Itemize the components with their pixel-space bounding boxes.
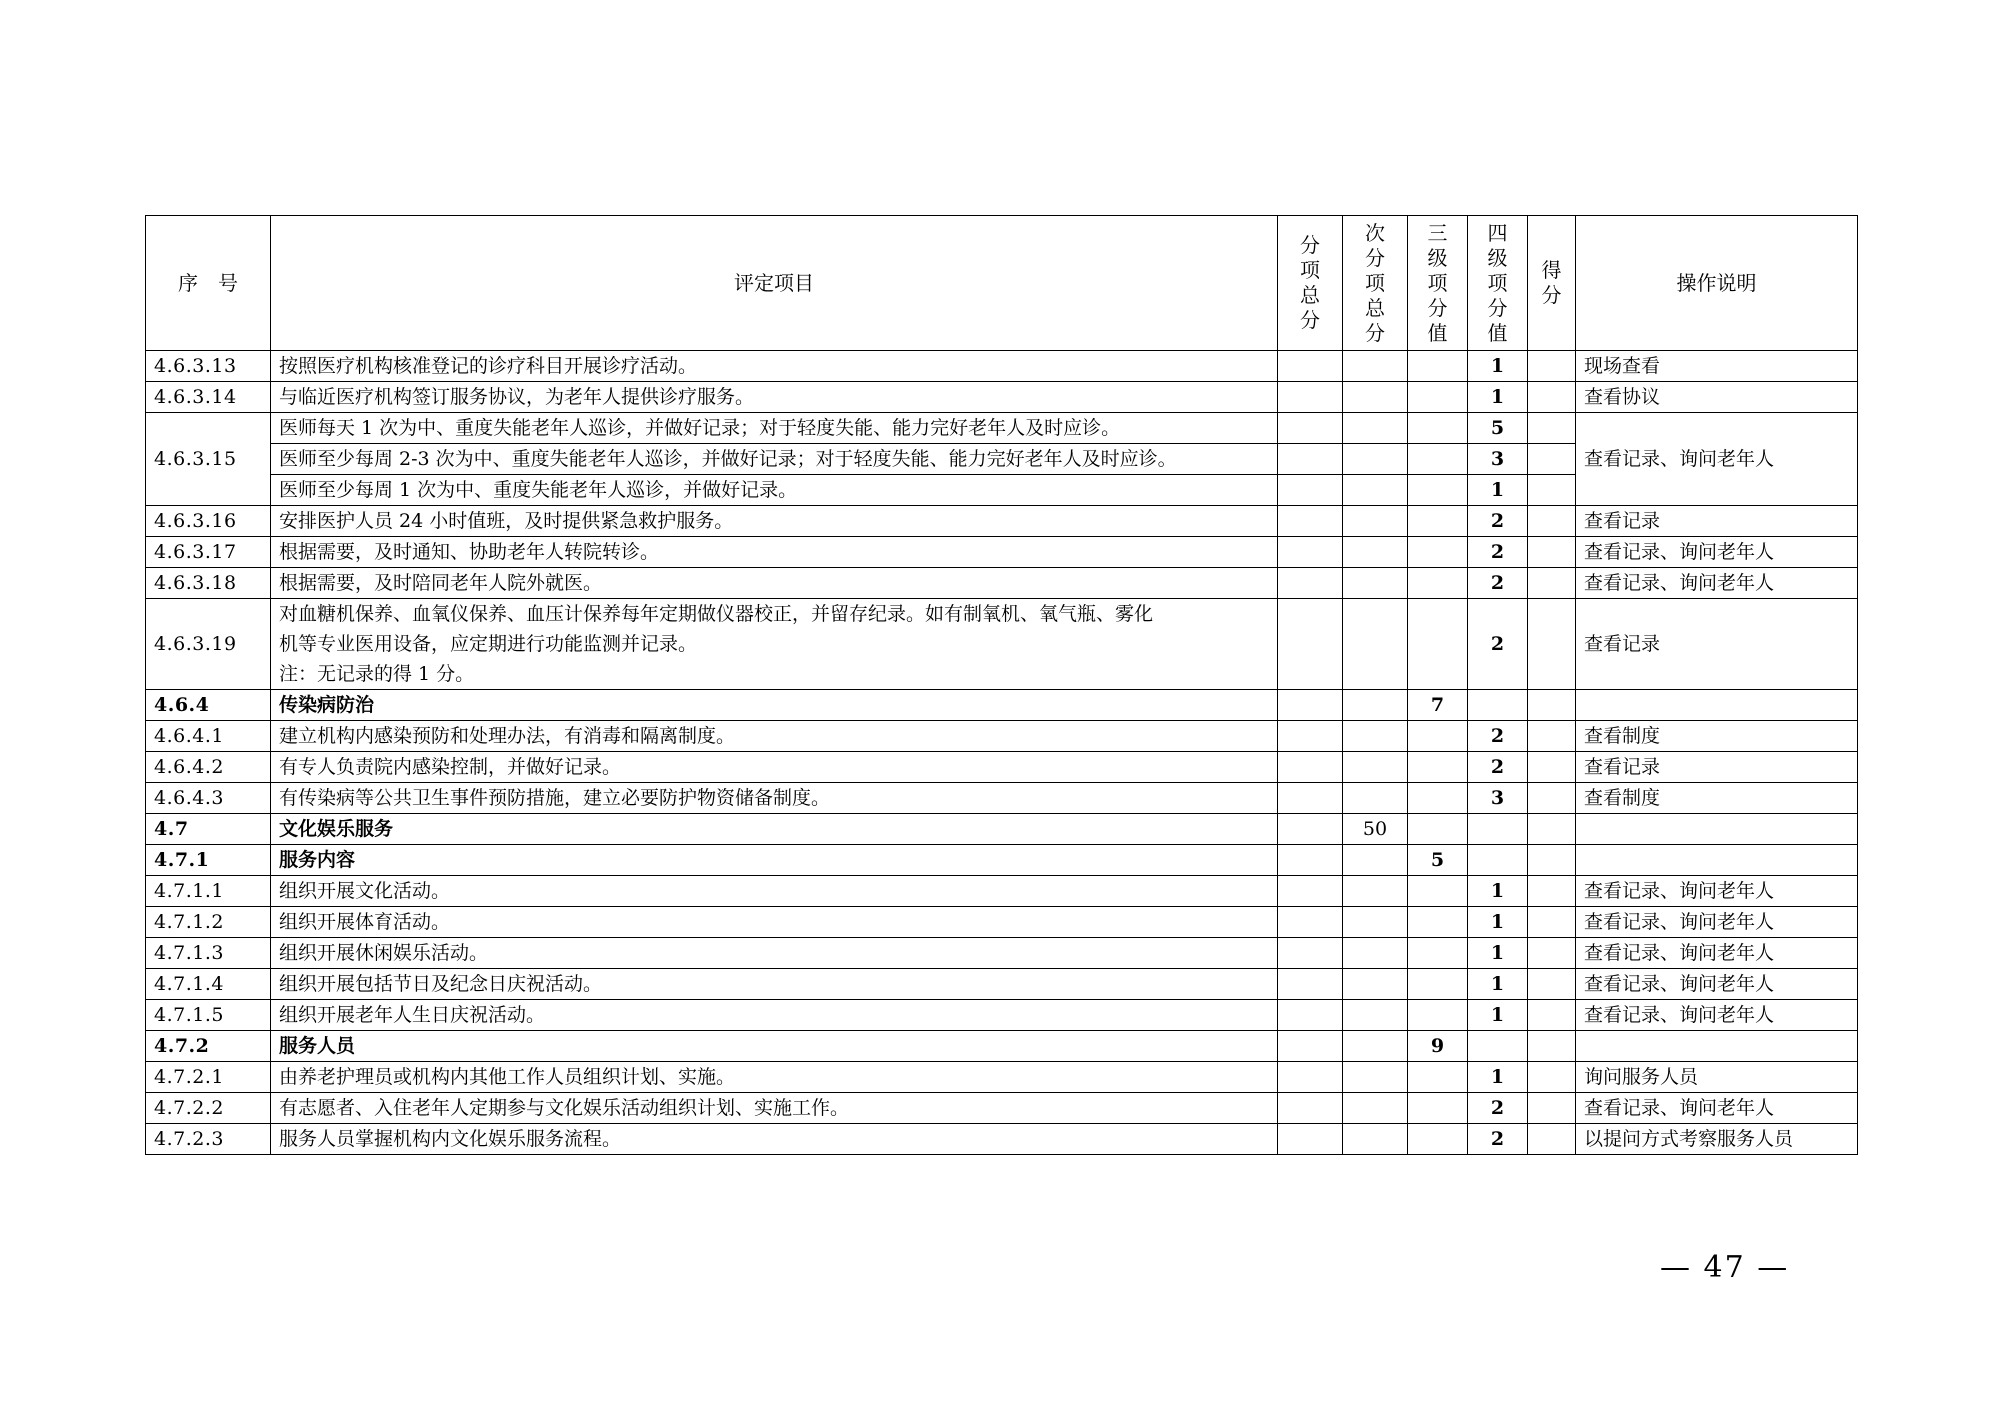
table-row: [146, 382, 1858, 413]
row-subtotal: [1278, 721, 1343, 752]
row-score: [1528, 568, 1576, 599]
row-item: 建立机构内感染预防和处理办法，有消毒和隔离制度。: [271, 721, 1278, 752]
row-item: 组织开展文化活动。: [271, 876, 1278, 907]
row-score: [1528, 537, 1576, 568]
row-sub-subtotal: [1343, 1124, 1408, 1155]
row-sub-subtotal: [1343, 599, 1408, 690]
row-subtotal: [1278, 568, 1343, 599]
row-level4-score: 2: [1468, 599, 1528, 690]
row-score: [1528, 907, 1576, 938]
row-sub-subtotal: [1343, 938, 1408, 969]
row-item-line: 注：无记录的得 1 分。: [279, 663, 475, 685]
row-subtotal: [1278, 783, 1343, 814]
row-level4-score: 1: [1468, 1062, 1528, 1093]
row-item: 服务人员: [271, 1031, 1278, 1062]
row-level4-score: 2: [1468, 506, 1528, 537]
row-sub-subtotal: [1343, 969, 1408, 1000]
row-operation: 查看记录、询问老年人: [1576, 876, 1858, 907]
header-level4-score: 四级项分值: [1468, 216, 1528, 351]
row-item: 服务人员掌握机构内文化娱乐服务流程。: [271, 1124, 1278, 1155]
table-row: [146, 1124, 1858, 1155]
row-subtotal: [1278, 1124, 1343, 1155]
row-subtotal: [1278, 382, 1343, 413]
row-sub-subtotal: [1343, 413, 1408, 444]
row-score: [1528, 969, 1576, 1000]
row-score: [1528, 351, 1576, 382]
row-sub-subtotal: [1343, 537, 1408, 568]
row-level4-score: 2: [1468, 721, 1528, 752]
row-subtotal: [1278, 752, 1343, 783]
row-subtotal: [1278, 845, 1343, 876]
row-id: 4.7.1.2: [146, 907, 271, 938]
row-level4-score: [1468, 1031, 1528, 1062]
row-sub-subtotal: [1343, 845, 1408, 876]
row-score: [1528, 690, 1576, 721]
table-row: [146, 351, 1858, 382]
row-operation: 查看记录、询问老年人: [1576, 568, 1858, 599]
row-item: 有专人负责院内感染控制，并做好记录。: [271, 752, 1278, 783]
row-level3-score: [1408, 938, 1468, 969]
row-sub-subtotal: [1343, 351, 1408, 382]
row-level4-score: 2: [1468, 1124, 1528, 1155]
row-subtotal: [1278, 1000, 1343, 1031]
table-row: [146, 568, 1858, 599]
table-row: [146, 1062, 1858, 1093]
row-id: 4.7.2.3: [146, 1124, 271, 1155]
row-operation: 以提问方式考察服务人员: [1576, 1124, 1858, 1155]
row-sub-subtotal: [1343, 690, 1408, 721]
row-sub-subtotal: [1343, 444, 1408, 475]
row-subtotal: [1278, 506, 1343, 537]
row-id: 4.6.3.15: [146, 413, 271, 506]
row-score: [1528, 752, 1576, 783]
row-item: 组织开展老年人生日庆祝活动。: [271, 1000, 1278, 1031]
table-row: [146, 907, 1858, 938]
row-operation: 查看记录、询问老年人: [1576, 907, 1858, 938]
table-row: [146, 690, 1858, 721]
row-item: 按照医疗机构核准登记的诊疗科目开展诊疗活动。: [271, 351, 1278, 382]
row-score: [1528, 599, 1576, 690]
row-score: [1528, 938, 1576, 969]
row-operation: [1576, 1031, 1858, 1062]
row-level4-score: 1: [1468, 907, 1528, 938]
header-sub-subtotal: 次分项总分: [1343, 216, 1408, 351]
table-row: [146, 969, 1858, 1000]
row-item: 服务内容: [271, 845, 1278, 876]
row-level4-score: 1: [1468, 351, 1528, 382]
row-operation: 查看记录、询问老年人: [1576, 1000, 1858, 1031]
row-subtotal: [1278, 413, 1343, 444]
row-sub-subtotal: [1343, 1093, 1408, 1124]
row-id: 4.6.3.13: [146, 351, 271, 382]
row-score: [1528, 814, 1576, 845]
row-id: 4.7.1.5: [146, 1000, 271, 1031]
row-level3-score: [1408, 413, 1468, 444]
row-level3-score: [1408, 537, 1468, 568]
table-body: [146, 351, 1858, 1155]
row-id: 4.7.1.1: [146, 876, 271, 907]
row-score: [1528, 382, 1576, 413]
row-level3-score: [1408, 907, 1468, 938]
row-score: [1528, 721, 1576, 752]
row-level4-score: 2: [1468, 568, 1528, 599]
row-operation: 查看记录、询问老年人: [1576, 1093, 1858, 1124]
row-item: 根据需要，及时陪同老年人院外就医。: [271, 568, 1278, 599]
row-sub-subtotal: [1343, 1000, 1408, 1031]
row-score: [1528, 876, 1576, 907]
row-score: [1528, 475, 1576, 506]
row-level3-score: [1408, 876, 1468, 907]
row-level3-score: [1408, 1093, 1468, 1124]
row-level4-score: 1: [1468, 475, 1528, 506]
row-score: [1528, 506, 1576, 537]
row-level3-score: [1408, 969, 1468, 1000]
row-level3-score: [1408, 506, 1468, 537]
row-subtotal: [1278, 537, 1343, 568]
row-level3-score: [1408, 1062, 1468, 1093]
row-id: 4.6.3.16: [146, 506, 271, 537]
row-level3-score: [1408, 568, 1468, 599]
row-id: 4.6.3.19: [146, 599, 271, 690]
row-level3-score: 7: [1408, 690, 1468, 721]
row-subtotal: [1278, 690, 1343, 721]
row-level3-score: [1408, 752, 1468, 783]
row-item: 医师每天 1 次为中、重度失能老年人巡诊，并做好记录；对于轻度失能、能力完好老年人及时应诊。: [271, 413, 1278, 444]
row-sub-subtotal: [1343, 752, 1408, 783]
table-row: [146, 876, 1858, 907]
row-item: 与临近医疗机构签订服务协议，为老年人提供诊疗服务。: [271, 382, 1278, 413]
row-score: [1528, 1093, 1576, 1124]
row-item: 由养老护理员或机构内其他工作人员组织计划、实施。: [271, 1062, 1278, 1093]
row-id: 4.6.4.1: [146, 721, 271, 752]
row-operation: [1576, 814, 1858, 845]
row-operation: 查看记录: [1576, 752, 1858, 783]
row-level3-score: [1408, 721, 1468, 752]
row-sub-subtotal: [1343, 1031, 1408, 1062]
row-operation: 查看记录、询问老年人: [1576, 413, 1858, 506]
row-level3-score: [1408, 1124, 1468, 1155]
row-subtotal: [1278, 475, 1343, 506]
row-subtotal: [1278, 907, 1343, 938]
row-level4-score: [1468, 814, 1528, 845]
row-operation: 查看记录: [1576, 506, 1858, 537]
header-level3-score: 三级项分值: [1408, 216, 1468, 351]
row-level3-score: [1408, 783, 1468, 814]
row-operation: 查看记录: [1576, 599, 1858, 690]
row-level3-score: [1408, 1000, 1468, 1031]
row-score: [1528, 1031, 1576, 1062]
row-id: 4.7.1: [146, 845, 271, 876]
page-number: — 47 —: [1660, 1250, 1790, 1285]
row-operation: [1576, 690, 1858, 721]
row-sub-subtotal: 50: [1343, 814, 1408, 845]
row-subtotal: [1278, 814, 1343, 845]
row-item: 有传染病等公共卫生事件预防措施，建立必要防护物资储备制度。: [271, 783, 1278, 814]
table-row: [146, 1000, 1858, 1031]
table-row: [146, 413, 1858, 444]
row-item: 安排医护人员 24 小时值班，及时提供紧急救护服务。: [271, 506, 1278, 537]
row-level3-score: [1408, 351, 1468, 382]
row-level3-score: [1408, 444, 1468, 475]
row-level4-score: 3: [1468, 783, 1528, 814]
row-score: [1528, 1124, 1576, 1155]
row-operation: [1576, 845, 1858, 876]
row-level3-score: [1408, 814, 1468, 845]
row-id: 4.7.2.2: [146, 1093, 271, 1124]
row-operation: 查看制度: [1576, 783, 1858, 814]
row-level4-score: [1468, 690, 1528, 721]
row-id: 4.7.2: [146, 1031, 271, 1062]
row-sub-subtotal: [1343, 876, 1408, 907]
row-item: 传染病防治: [271, 690, 1278, 721]
row-operation: 查看记录、询问老年人: [1576, 938, 1858, 969]
row-id: 4.6.3.17: [146, 537, 271, 568]
row-score: [1528, 444, 1576, 475]
row-subtotal: [1278, 1093, 1343, 1124]
header-operation: 操作说明: [1576, 216, 1858, 351]
row-level4-score: 1: [1468, 1000, 1528, 1031]
row-subtotal: [1278, 599, 1343, 690]
table-row: [146, 845, 1858, 876]
table-row: [146, 814, 1858, 845]
row-operation: 查看记录、询问老年人: [1576, 537, 1858, 568]
row-score: [1528, 1062, 1576, 1093]
row-subtotal: [1278, 351, 1343, 382]
row-sub-subtotal: [1343, 506, 1408, 537]
table-row: [146, 752, 1858, 783]
row-id: 4.6.4: [146, 690, 271, 721]
table-row: [146, 506, 1858, 537]
row-level4-score: 2: [1468, 752, 1528, 783]
row-operation: 查看协议: [1576, 382, 1858, 413]
row-sub-subtotal: [1343, 475, 1408, 506]
table-row: [146, 721, 1858, 752]
row-level4-score: [1468, 845, 1528, 876]
row-item: 组织开展包括节日及纪念日庆祝活动。: [271, 969, 1278, 1000]
table-header: [146, 216, 1858, 351]
row-level3-score: [1408, 382, 1468, 413]
row-id: 4.6.4.2: [146, 752, 271, 783]
row-id: 4.6.4.3: [146, 783, 271, 814]
row-level4-score: 1: [1468, 969, 1528, 1000]
table-row: [146, 1093, 1858, 1124]
row-item: 组织开展休闲娱乐活动。: [271, 938, 1278, 969]
row-sub-subtotal: [1343, 382, 1408, 413]
row-item: 文化娱乐服务: [271, 814, 1278, 845]
header-score: 得分: [1528, 216, 1576, 351]
row-id: 4.7: [146, 814, 271, 845]
row-id: 4.6.3.18: [146, 568, 271, 599]
evaluation-table: [145, 215, 1858, 1155]
table-row: [146, 599, 1858, 690]
header-seq: 序 号: [146, 216, 271, 351]
row-level4-score: 1: [1468, 382, 1528, 413]
row-level3-score: [1408, 475, 1468, 506]
row-item: 医师至少每周 1 次为中、重度失能老年人巡诊，并做好记录。: [271, 475, 1278, 506]
row-subtotal: [1278, 969, 1343, 1000]
row-level3-score: 9: [1408, 1031, 1468, 1062]
row-score: [1528, 783, 1576, 814]
row-operation: 现场查看: [1576, 351, 1858, 382]
row-score: [1528, 845, 1576, 876]
row-sub-subtotal: [1343, 1062, 1408, 1093]
row-subtotal: [1278, 876, 1343, 907]
row-level3-score: 5: [1408, 845, 1468, 876]
header-subtotal: 分项总分: [1278, 216, 1343, 351]
row-item: 有志愿者、入住老年人定期参与文化娱乐活动组织计划、实施工作。: [271, 1093, 1278, 1124]
table-row: [146, 783, 1858, 814]
row-operation: 查看制度: [1576, 721, 1858, 752]
row-operation: 查看记录、询问老年人: [1576, 969, 1858, 1000]
row-subtotal: [1278, 1062, 1343, 1093]
row-sub-subtotal: [1343, 783, 1408, 814]
row-id: 4.7.1.4: [146, 969, 271, 1000]
row-item: 根据需要，及时通知、协助老年人转院转诊。: [271, 537, 1278, 568]
row-level4-score: 3: [1468, 444, 1528, 475]
row-item: [271, 599, 1278, 690]
header-item: 评定项目: [271, 216, 1278, 351]
row-level4-score: 5: [1468, 413, 1528, 444]
row-item: 组织开展体育活动。: [271, 907, 1278, 938]
row-level3-score: [1408, 599, 1468, 690]
row-operation: 询问服务人员: [1576, 1062, 1858, 1093]
row-item-line: 对血糖机保养、血氧仪保养、血压计保养每年定期做仪器校正，并留存纪录。如有制氧机、氧气瓶、雾化: [279, 603, 1154, 625]
table-row: [146, 1031, 1858, 1062]
row-subtotal: [1278, 1031, 1343, 1062]
row-sub-subtotal: [1343, 721, 1408, 752]
row-id: 4.7.1.3: [146, 938, 271, 969]
row-level4-score: 1: [1468, 876, 1528, 907]
row-subtotal: [1278, 444, 1343, 475]
row-id: 4.6.3.14: [146, 382, 271, 413]
row-sub-subtotal: [1343, 907, 1408, 938]
row-level4-score: 2: [1468, 1093, 1528, 1124]
row-level4-score: 1: [1468, 938, 1528, 969]
row-score: [1528, 1000, 1576, 1031]
row-item: 医师至少每周 2-3 次为中、重度失能老年人巡诊，并做好记录；对于轻度失能、能力完好老年人及时应诊。: [271, 444, 1278, 475]
row-subtotal: [1278, 938, 1343, 969]
row-score: [1528, 413, 1576, 444]
row-sub-subtotal: [1343, 568, 1408, 599]
table-row: [146, 537, 1858, 568]
row-id: 4.7.2.1: [146, 1062, 271, 1093]
table-row: [146, 938, 1858, 969]
row-level4-score: 2: [1468, 537, 1528, 568]
row-item-line: 机等专业医用设备，应定期进行功能监测并记录。: [279, 633, 698, 655]
